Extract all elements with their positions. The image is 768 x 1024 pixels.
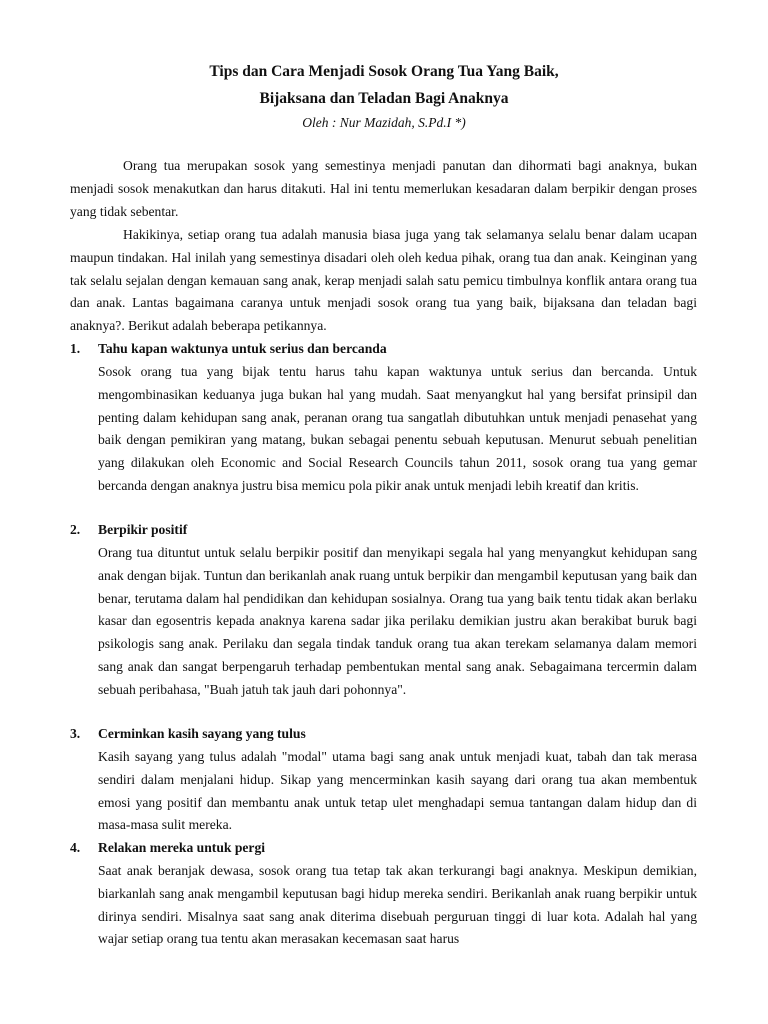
list-item-number: 2. [70, 522, 81, 537]
list-item-heading: Tahu kapan waktunya untuk serius dan bercanda [98, 341, 387, 356]
list-item-body: Saat anak beranjak dewasa, sosok orang tua tetap tak akan terkurangi bagi anaknya. Meskipun demikian, biarkanlah sang anak mengambil keputusan bagi hidup mereka sendiri. Berikanlah anak ruang berpikir untuk dirinya sendiri. Misalnya saat sang anak diterima disebuah perguruan tinggi di luar kota. Adalah hal yang wajar setiap orang tua tentu akan merasakan kecemasan saat harus [98, 863, 697, 947]
list-item-number: 1. [70, 341, 81, 356]
intro-paragraph: Orang tua merupakan sosok yang semestinya menjadi panutan dan dihormati bagi anaknya, bukan menjadi sosok menakutkan dan harus ditakuti. Hal ini tentu memerlukan kesadaran dalam berpikir dengan proses yang tidak sebentar. [70, 158, 697, 219]
title-line-2: Bijaksana dan Teladan Bagi Anaknya [259, 90, 509, 107]
author-line: Oleh : Nur Mazidah, S.Pd.I *) [302, 115, 466, 130]
list-item-number: 3. [70, 726, 81, 741]
list-item-number: 4. [70, 840, 81, 855]
list-item-heading: Cerminkan kasih sayang yang tulus [98, 726, 306, 741]
list-item-heading: Berpikir positif [98, 522, 188, 537]
intro-paragraph: Hakikinya, setiap orang tua adalah manusia biasa juga yang tak selamanya selalu benar dalam ucapan maupun tindakan. Hal inilah yang semestinya disadari oleh oleh kedua pihak, orang tua dan anak. Keinginan yang tak selalu sejalan dengan kemauan sang anak, kerap menjadi salah satu pemicu timbulnya konflik antara orang tua dan anak. Lantas bagaimana caranya untuk menjadi sosok orang tua yang baik, bijaksana dan teladan bagi anaknya?. Berikut adalah beberapa petikannya. [70, 227, 697, 334]
list-item-heading: Relakan mereka untuk pergi [98, 840, 266, 855]
list-item-body: Sosok orang tua yang bijak tentu harus tahu kapan waktunya untuk serius dan bercanda. Untuk mengombinasikan keduanya juga bukan hal yang mudah. Saat menyangkut hal yang bersifat prinsipil dan penting dalam kehidupan sang anak, peranan orang tua sangatlah dibutuhkan untuk menjadi penasehat yang baik dengan pemikiran yang matang, bukan sebagai penentu sebuah keputusan. Menurut sebuah penelitian yang dilakukan oleh Economic and Social Research Councils tahun 2011, sosok orang tua yang gemar bercanda dengan anaknya justru bisa memicu pola pikir anak untuk menjadi lebih kreatif dan kritis. [98, 364, 697, 493]
title-line-1: Tips dan Cara Menjadi Sosok Orang Tua Yang Baik, [209, 63, 559, 80]
list-item-body: Orang tua dituntut untuk selalu berpikir positif dan menyikapi segala hal yang menyangkut kehidupan sang anak dengan bijak. Tuntun dan berikanlah anak ruang untuk berpikir dan mengambil keputusan yang baik dan benar, terutama dalam hal pendidikan dan kehidupan sosialnya. Orang tua yang baik tentu tidak akan berlaku kasar dan egosentris kepada anaknya karena sadar jika perilaku demikian justru akan berakibat buruk bagi psikologis sang anak. Perilaku dan segala tindak tanduk orang tua akan terekam selamanya dalam memori sang anak dan sangat berpengaruh terhadap pembentukan mental sang anak. Sebagaimana tercermin dalam sebuah peribahasa, "Buah jatuh tak jauh dari pohonnya". [98, 545, 697, 697]
list-item-body: Kasih sayang yang tulus adalah "modal" utama bagi sang anak untuk menjadi kuat, tabah dan tak merasa sendiri dalam menjalani hidup. Sikap yang mencerminkan kasih sayang dari orang tua akan membentuk emosi yang positif dan membantu anak untuk tetap ulet menghadapi semua tantangan dalam hidup dan di masa-masa sulit mereka. [98, 749, 697, 833]
